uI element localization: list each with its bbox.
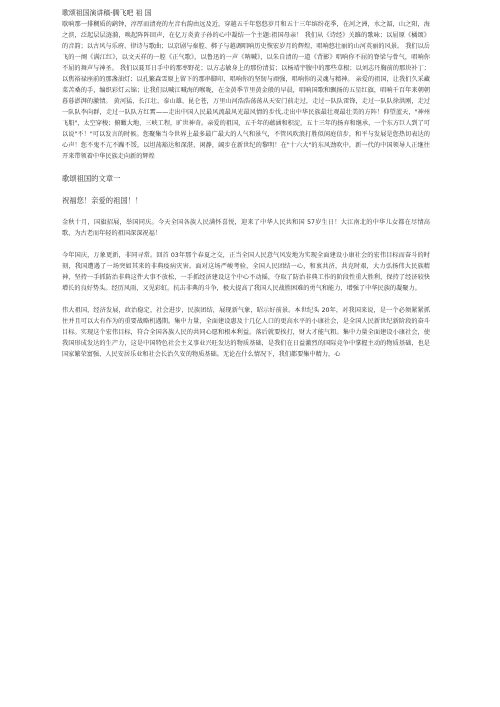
document-title: 歌颂祖国演讲稿-腾飞吧 祖 国 — [62, 9, 152, 17]
document-page — [62, 8, 430, 698]
greeting-line: 祝福您！亲爱的祖国！！ — [62, 196, 143, 205]
intro-paragraph: 歇响那一排稠质的鹞钟，淳厚而清亮的左音右韵由远及近，穿越五千年悠悠岁月和五十三年缤纷花季，在河之洲，水之湄，山之阳，海之滨，泛起层层涟漪，唤起阵阵回声，在亿万炎黄子孙的心中凝结一个主题:祖国母亲！ 我们从《诗经》关雎的歌咏；以屈原《橘颂》的音韵；以古风与乐府、律诗与歌曲；以京剧与秦腔、梆子与越调唱响历史恢宏岁月的辉煌，唱响悠壮丽的山河英丽的风景。 我们以岳飞的一阕《满江红》，以文天祥的一腔《正气歌》，以鲁迅的一声《呐喊》，以朱自清的一道《背影》唱响你不屈的脊梁与骨气，唱响你不屈的舞声与神圣。 我们以聂耳日手中的那枣野花；以方志敏身上的那份清贫；以杨靖宇腹中的那些草根；以刘志丹胸前的那块补丁；以焦裕禄座前的那盏油灯；以孔繁森雪原上留下的那串脚印，唱响你的坚韧与顽强，唱响你的灵魂与精神。 亲爱的祖国，让我们久采藏菜苦桑的手，编织彩灯云锦；让我们以喊江喊海的喉咙，在金黄季节里黄金般的早晨，唱响国歌和飘扬的五星红旗，唱响千百年来朝朝暮暮澎湃的激情。 黄河猛、长江壮、泰山雄、昆仑苍，万里山河浩浩荡荡从天安门前走过，走过一队队雷锋，走过一队队徐洪刚，走过一队队李向群，走过一队队方红霄——走出中国人民最风流最风光最风情的步伐,走出中华民族最壮观最壮美的方阵！仰望蓝天，"神州飞船"，太空穿梭；俯瞰大地、三峡工程，旷世神奇。亲爱的祖国，五千年的蕴涵和积淀，五十三年的扬弃和继承，一个东方巨人到了可以说"不！"可以发言的时候。您聚集当今世界上最多最广最大的人气和景气，不管风吹浪打胜似闲庭信步，和平与发展是您热切表达的心声！您不鬼不亢不躁不馁，以坦荡豁达和深湛、闲静，阔步在新世纪的黎明！在"十六大"的东风劲吹中，新一代的中国领导人正继往开来带领着中华民族走向新的辉煌 — [62, 21, 430, 160]
section-subtitle: 歌颂祖国的文章一 — [62, 174, 121, 183]
paragraph-2: 今年国庆，万象更新，非同寻常。回首 03年那个春夏之交，正当全国人民意气风发地为实现全面建设小康社会的宏伟目标而奋斗的时刻，我国遭遇了一场突如其来的非典疫病灾害。面对这场严峻考验，全国人民团结一心，和衷共济，共克时艰，大力弘扬伟大民族精神，坚持一手抓防治非典这件大事不放松，一手抓经济建设这个中心不动摇，夺取了防治非典工作的阶段性重大胜利，保持了经济较快增长的良好势头。经历风雨，又见彩虹。抗击非典的斗争，极大提高了我国人民战胜困难的勇气和能力，增强了中华民族的凝聚力。 — [62, 252, 430, 292]
paragraph-1: 金秋十月，国旗招展，举国同庆。今天全国各族人民满怀喜悦，迎来了中华人民共和国 57岁生日！大江南北的中华儿女都在尽情高歌，为古老而年轻的祖国深深祝福！ — [62, 219, 430, 237]
paragraph-3: 伟大祖国，经济发展，政治稳定，社会进步，民族团结，展现新气象，昭示好前景。本世纪头 20年，对我国来说，是一个必须紧紧抓住并且可以大有作为的重要战略机遇期。集中力量，全面建设惠及十几亿人口的更高水平的小康社会，是全国人民新世纪新阶段的奋斗目标。实现这个宏伟目标，符合全国各族人民的共同心愿和根本利益。落后就要挨打，财大才能气粗。集中力量全面建设小康社会，使我国形成发达的生产力，这是中国特色社会主义事业兴旺发达的物质基础，是我们在日益激烈的国际竞争中掌握主动的物质基础，也是国家繁荣富强、人民安居乐业和社会长治久安的物质基础。无论在什么情况下，我们都要集中精力，心 — [62, 307, 430, 358]
